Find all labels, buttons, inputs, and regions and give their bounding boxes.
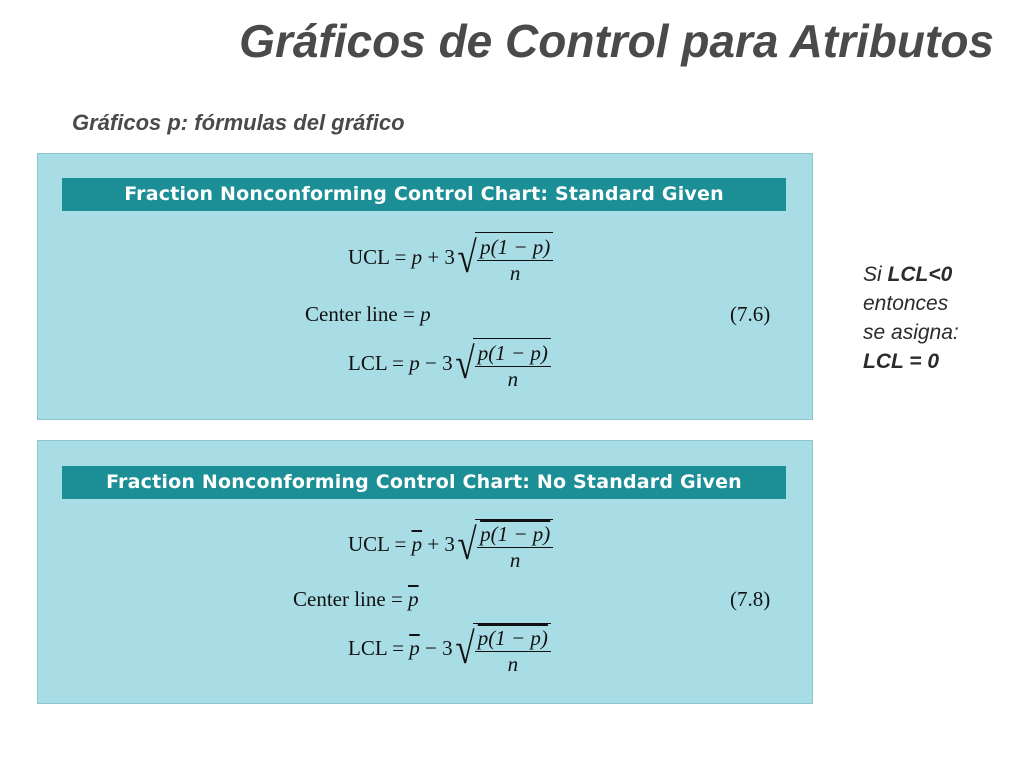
standard-given-banner: Fraction Nonconforming Control Chart: Standard Given xyxy=(62,178,786,211)
fraction-denominator: n xyxy=(507,367,519,391)
slide-title: Gráficos de Control para Atributos xyxy=(239,15,994,67)
no-standard-given-banner: Fraction Nonconforming Control Chart: No Standard Given xyxy=(62,466,786,499)
center-line-label: Center line = xyxy=(293,587,403,611)
center-line-formula-standard xyxy=(305,302,431,327)
ucl-label: UCL = xyxy=(348,531,407,556)
p-symbol: p xyxy=(420,302,431,326)
note-line-2: entonces xyxy=(863,292,949,315)
p-bar-symbol: $\overline{p}$ xyxy=(411,531,423,556)
fraction-numerator: p(1 − p) xyxy=(477,235,553,261)
center-line-label: Center line = xyxy=(305,302,415,326)
sqrt-symbol: √ $\frac{p(1 - p)}{n}$ xyxy=(453,623,551,677)
sqrt-symbol: √ $\frac{p(1 - p)}{n}$ xyxy=(455,519,553,573)
note-line-4: LCL = 0 xyxy=(863,350,940,373)
fraction-denominator: n xyxy=(509,261,521,285)
p-symbol: p xyxy=(409,350,420,375)
ucl-label: UCL = xyxy=(348,244,407,269)
lcl-formula-no-standard: LCL = $\overline{p} - 3$ √ $\frac{p(1 - p)}{n}$ xyxy=(348,623,551,677)
note-line-3: se asigna: xyxy=(863,321,959,344)
fraction-numerator: p(1 − p) xyxy=(475,341,551,367)
lcl-rule-note xyxy=(863,260,959,376)
lcl-label: LCL = xyxy=(348,350,404,375)
center-line-formula-no-standard xyxy=(293,587,419,612)
lcl-formula-standard: LCL = p − 3 √ $\frac{p(1 - p)}{n}$ xyxy=(348,338,551,392)
fraction-numerator: p(1 − p) xyxy=(475,626,551,652)
standard-given-panel xyxy=(37,153,813,420)
fraction-numerator: p(1 − p) xyxy=(477,522,553,548)
sqrt-symbol: √ $\frac{p(1 - p)}{n}$ xyxy=(455,232,553,286)
lcl-label: LCL = xyxy=(348,635,404,660)
fraction-denominator: n xyxy=(509,548,521,572)
p-bar-symbol: $\overline{p}$ xyxy=(409,635,420,660)
fraction-denominator: n xyxy=(507,652,519,676)
ucl-formula-no-standard: UCL = $\overline{p} + 3$ √ $\frac{p(1 - p)}{n}$ xyxy=(348,519,553,573)
equation-number: (7.6) xyxy=(730,302,771,326)
note-line-1: Si LCL<0 xyxy=(863,263,953,286)
slide-subtitle: Gráficos p: fórmulas del gráfico xyxy=(72,110,405,135)
ucl-formula-standard: UCL = p + 3 √ $\frac{p(1 - p)}{n}$ xyxy=(348,232,553,286)
p-bar-symbol: $\overline{p}$ xyxy=(408,587,419,611)
sqrt-symbol: √ $\frac{p(1 - p)}{n}$ xyxy=(453,338,551,392)
p-symbol: p xyxy=(411,244,423,269)
equation-number: (7.8) xyxy=(730,587,771,611)
no-standard-given-panel xyxy=(37,440,813,704)
